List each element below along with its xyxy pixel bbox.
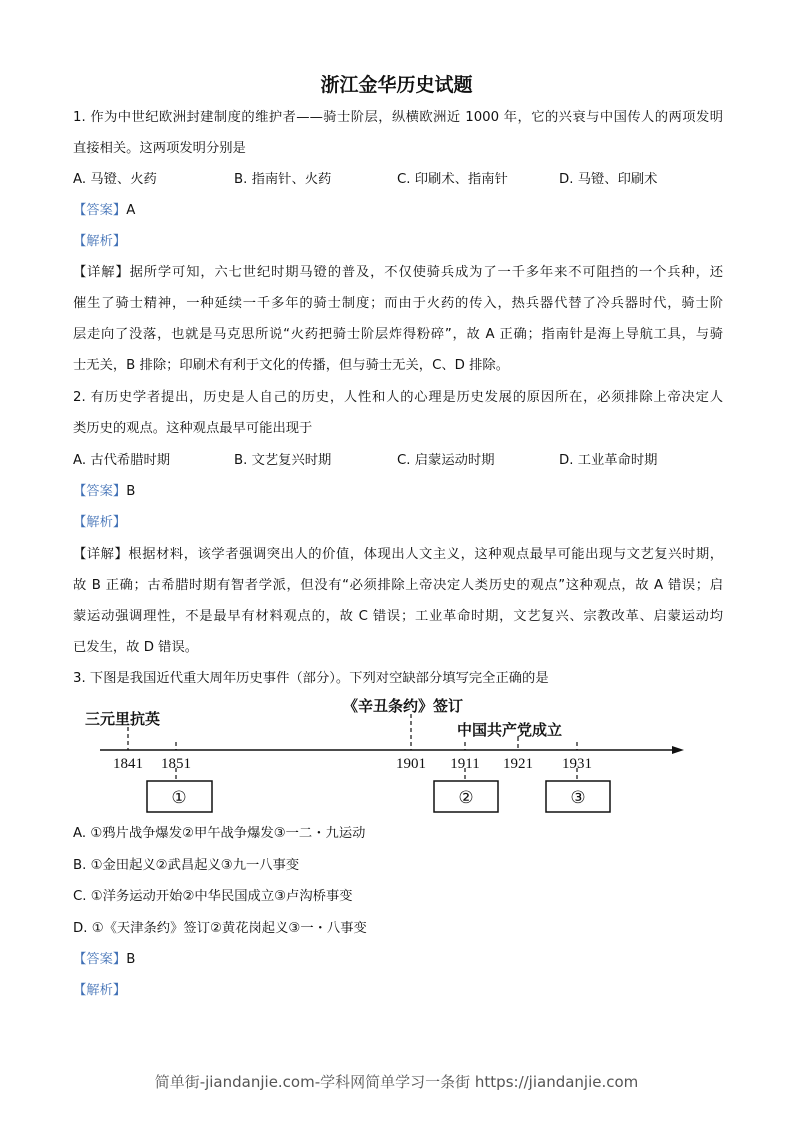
axis-arrow-icon bbox=[672, 746, 684, 754]
q1-option-d: D. 马镫、印刷术 bbox=[559, 172, 658, 187]
answer-label: 【答案】 bbox=[73, 484, 127, 499]
q1-option-a: A. 马镫、火药 bbox=[73, 172, 157, 187]
year-label: 1851 bbox=[161, 756, 191, 772]
q1-option-b: B. 指南针、火药 bbox=[234, 172, 332, 187]
q2-option-a: A. 古代希腊时期 bbox=[73, 453, 171, 468]
q3-stem: 3. 下图是我国近代重大周年历史事件（部分）。下列对空缺部分填写完全正确的是 bbox=[73, 671, 549, 686]
q3-answer bbox=[73, 951, 723, 969]
page-title: 浙江金华历史试题 bbox=[320, 74, 473, 96]
q2-detail-line-2: 故 B 正确；古希腊时期有智者学派，但没有“必须排除上帝决定人类历史的观点”这种观点，故 A 错误；启 bbox=[73, 578, 723, 593]
q1-detail-line-3: 层走向了没落，也就是马克思所说“火药把骑士阶层炸得粉碎”，故 A 正确；指南针是海上导航工具，与骑 bbox=[73, 327, 723, 342]
q2-detail-line-3: 蒙运动强调理性，不是最早有材料观点的，故 C 错误；工业革命时期，文艺复兴、宗教改革、启蒙运动均 bbox=[73, 609, 723, 624]
q1-analysis-label: 【解析】 bbox=[73, 234, 127, 249]
q3-option-d: D. ①《天津条约》签订②黄花岗起义③一・八事变 bbox=[73, 921, 367, 936]
year-label: 1921 bbox=[503, 756, 533, 772]
q1-option-c: C. 印刷术、指南针 bbox=[397, 172, 508, 187]
answer-value: B bbox=[126, 952, 136, 967]
detail-label: 【详解】 bbox=[73, 547, 129, 562]
q1-detail-line-4: 士无关，B 排除；印刷术有利于文化的传播，但与骑士无关，C、D 排除。 bbox=[73, 358, 510, 373]
q2-detail-line-4: 已发生，故 D 错误。 bbox=[73, 640, 199, 655]
answer-label: 【答案】 bbox=[73, 203, 127, 218]
year-label: 1931 bbox=[562, 756, 592, 772]
event-label-ccp: 中国共产党成立 bbox=[457, 721, 563, 739]
footer-watermark: 简单街-jiandanjie.com-学科网简单学习一条街 https://jiandanjie.com bbox=[154, 1073, 639, 1091]
q3-option-c: C. ①洋务运动开始②中华民国成立③卢沟桥事变 bbox=[73, 889, 353, 904]
detail-label: 【详解】 bbox=[73, 265, 130, 280]
q2-option-b: B. 文艺复兴时期 bbox=[234, 453, 332, 468]
answer-value: A bbox=[126, 203, 136, 218]
detail-text: 据所学可知，六七世纪时期马镫的普及，不仅使骑兵成为了一千多年来不可阻挡的一个兵种，还 bbox=[129, 265, 724, 280]
q3-analysis-label: 【解析】 bbox=[73, 983, 127, 998]
year-label: 1901 bbox=[396, 756, 426, 772]
event-label-sanyuanli: 三元里抗英 bbox=[85, 710, 161, 728]
q2-stem-line-2: 类历史的观点。这种观点最早可能出现于 bbox=[73, 421, 313, 436]
detail-text: 根据材料，该学者强调突出人的价值，体现出人文主义，这种观点最早可能出现与文艺复兴时期， bbox=[128, 547, 724, 562]
box-number: ① bbox=[171, 788, 187, 807]
q1-detail-line-2: 催生了骑士精神，一种延续一千多年的骑士制度；而由于火药的传入，热兵器代替了冷兵器时代，骑士阶 bbox=[73, 296, 723, 311]
q2-stem-line-1: 2. 有历史学者提出，历史是人自己的历史，人性和人的心理是历史发展的原因所在，必须排除上帝决定人 bbox=[73, 390, 723, 405]
q2-analysis-label: 【解析】 bbox=[73, 515, 127, 530]
q1-stem-line-1: 1. 作为中世纪欧洲封建制度的维护者——骑士阶层，纵横欧洲近 1000 年，它的兴衰与中国传人的两项发明 bbox=[73, 110, 723, 125]
q3-option-a: A. ①鸦片战争爆发②甲午战争爆发③一二・九运动 bbox=[73, 826, 366, 841]
q2-option-d: D. 工业革命时期 bbox=[559, 453, 658, 468]
answer-value: B bbox=[126, 484, 136, 499]
year-label: 1911 bbox=[450, 756, 480, 772]
year-label: 1841 bbox=[113, 756, 143, 772]
q1-stem-line-2: 直接相关。这两项发明分别是 bbox=[73, 141, 246, 156]
q2-option-c: C. 启蒙运动时期 bbox=[397, 453, 495, 468]
box-number: ② bbox=[458, 788, 474, 807]
event-label-xinchou: 《辛丑条约》签订 bbox=[343, 697, 464, 715]
answer-label: 【答案】 bbox=[73, 952, 127, 967]
q3-option-b: B. ①金田起义②武昌起义③九一八事变 bbox=[73, 858, 300, 873]
box-number: ③ bbox=[570, 788, 586, 807]
